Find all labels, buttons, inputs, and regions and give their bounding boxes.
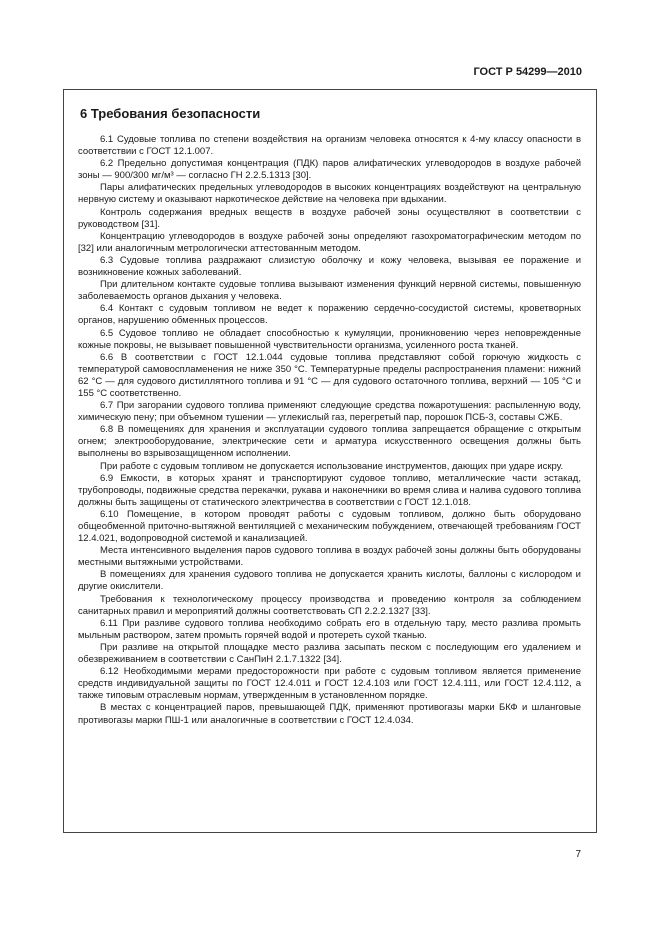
paragraph: В помещениях для хранения судового топлива не допускается хранить кислоты, баллоны с кислородом и другие окислители. [78, 569, 581, 593]
paragraph: 6.11 При разливе судового топлива необходимо собрать его в отдельную тару, место разлива промыть мыльным раствором, затем промыть горячей водой и протереть сухой тканью. [78, 617, 581, 641]
paragraph: Места интенсивного выделения паров судового топлива в воздух рабочей зоны должны быть оборудованы местными вытяжными устройствами. [78, 545, 581, 569]
paragraph: При разливе на открытой площадке место разлива засыпать песком с последующим его удалением и обезвреживанием в соответствии с СанПиН 2.1.7.1322 [34]. [78, 641, 581, 666]
paragraph: 6.9 Емкости, в которых хранят и транспортируют судовое топливо, металлические части эстакад, трубопроводы, подвижные средства перекачки, рукава и наконечники во время слива и налива судового топлива должны быть защищены от статического электричества в соответствии с ГОСТ 12.1.018. [78, 472, 581, 508]
document-code: ГОСТ Р 54299—2010 [473, 66, 582, 78]
paragraph: 6.2 Предельно допустимая концентрация (ПДК) паров алифатических углеводородов в воздухе рабочей зоны — 900/300 мг/м³ — согласно ГН 2.2.5.1313 [30]. [78, 158, 581, 182]
paragraph: 6.12 Необходимыми мерами предосторожности при работе с судовым топливом является применение средств индивидуальной защиты по ГОСТ 12.4.011 и ГОСТ 12.4.103 или ГОСТ 12.4.111, или ГОСТ 12.4.112, а также типовым отраслевым нормам, утвержденным в установленном порядке. [78, 666, 581, 702]
section-title: 6 Требования безопасности [80, 106, 261, 121]
paragraph: В местах с концентрацией паров, превышающей ПДК, применяют противогазы марки БКФ и шланговые противогазы марки ПШ-1 или аналогичные в соответствии с ГОСТ 12.4.034. [78, 702, 581, 726]
paragraph: 6.10 Помещение, в котором проводят работы с судовым топливом, должно быть оборудовано общеобменной приточно-вытяжной вентиляцией с механическим побуждением, отвечающей требованиям ГОСТ 12.4.021, водопроводной системой и канализацией. [78, 508, 581, 545]
paragraph: Пары алифатических предельных углеводородов в высоких концентрациях воздействуют на центральную нервную систему и оказывают наркотическое действие на человека при вдыхании. [78, 182, 581, 206]
paragraph: При работе с судовым топливом не допускается использование инструментов, дающих при ударе искру. [100, 460, 564, 472]
page-number: 7 [575, 849, 581, 860]
paragraph: 6.3 Судовые топлива раздражают слизистую оболочку и кожу человека, вызывая ее поражение и возникновение кожных заболеваний. [78, 254, 581, 279]
paragraph: 6.5 Судовое топливо не обладает способностью к кумуляции, проникновению через неповрежденные кожные покровы, не вызывает повышенной чувствительности организма, усиленного роста тканей. [78, 327, 581, 351]
paragraph: 6.6 В соответствии с ГОСТ 12.1.044 судовые топлива представляют собой горючую жидкость с температурой самовоспламенения не ниже 350 °С. Температурные пределы распространения пламени: нижний 62 °С — для судового дистиллятного топлива и 91 °С — для судового остаточного топлива, верхний — 105 °С и 155 °С соответственно. [78, 351, 581, 399]
paragraph: Концентрацию углеводородов в воздухе рабочей зоны определяют газохроматографическим методом по [32] или аналогичным метрологически аттестованным методом. [78, 230, 581, 254]
paragraph: 6.8 В помещениях для хранения и эксплуатации судового топлива запрещается обращение с открытым огнем; электрооборудование, электрические сети и арматура искусственного освещения должны быть выполнены во взрывозащищенном исполнении. [78, 424, 581, 460]
paragraph: 6.4 Контакт с судовым топливом не ведет к поражению сердечно-сосудистой системы, кроветворных органов, нарушению обменных процессов. [78, 303, 581, 327]
paragraph: Контроль содержания вредных веществ в воздухе рабочей зоны осуществляют в соответствии с руководством [31]. [78, 206, 581, 230]
section-body [78, 134, 581, 727]
paragraph: При длительном контакте судовые топлива вызывают изменения функций нервной системы, повышенную заболеваемость органов дыхания у человека. [78, 279, 581, 303]
paragraph: 6.1 Судовые топлива по степени воздействия на организм человека относятся к 4-му классу опасности в соответствии с ГОСТ 12.1.007. [78, 134, 581, 158]
paragraph: Требования к технологическому процессу производства и проведению контроля за соблюдением санитарных правил и мероприятий должны соответствовать СП 2.2.2.1327 [33]. [78, 593, 581, 617]
paragraph: 6.7 При загорании судового топлива применяют следующие средства пожаротушения: распыленную воду, химическую пену; при объемном тушении — углекислый газ, перегретый пар, порошок ПСБ-3, составы СЖБ. [78, 400, 581, 424]
